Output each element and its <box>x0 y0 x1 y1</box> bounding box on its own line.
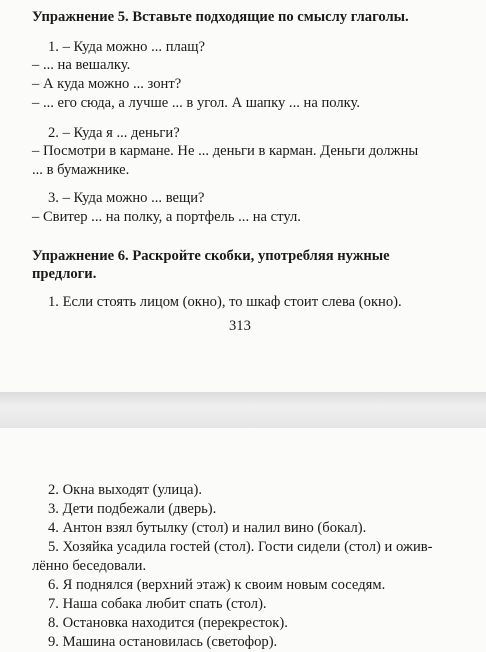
exercise-5-line: 1. – Куда можно ... плащ? <box>48 39 205 55</box>
exercise-5-line: 3. – Куда можно ... вещи? <box>48 190 205 206</box>
exercise-5-line: – ... его сюда, а лучше ... в угол. А шапку ... на полку. <box>32 95 361 111</box>
book-page-bottom <box>0 428 486 652</box>
exercise-6-item: 7. Наша собака любит спать (стол). <box>48 596 267 612</box>
exercise-5-line: – ... на вешалку. <box>32 57 131 73</box>
exercise-6-item: 8. Остановка находится (перекресток). <box>48 615 288 631</box>
exercise-6-item: 3. Дети подбежали (дверь). <box>48 501 217 517</box>
exercise-6-item: 1. Если стоять лицом (окно), то шкаф стоит слева (окно). <box>48 294 402 310</box>
page-number: 313 <box>229 318 251 334</box>
exercise-6-item: 6. Я поднялся (верхний этаж) к своим новым соседям. <box>48 577 386 593</box>
exercise-6-item: 5. Хозяйка усадила гостей (стол). Гости сидели (стол) и ожив- <box>48 539 433 555</box>
exercise-6-item-continued: лённо беседовали. <box>32 558 147 574</box>
exercise-6-item: 9. Машина остановилась (светофор). <box>48 634 278 650</box>
exercise-5-line: – А куда можно ... зонт? <box>32 76 182 92</box>
exercise-6-title-continued: предлоги. <box>32 266 97 282</box>
page-break-gap <box>0 392 486 428</box>
exercise-5-title: Упражнение 5. Вставьте подходящие по смыслу глаголы. <box>32 9 409 25</box>
exercise-5-line: – Свитер ... на полку, а портфель ... на стул. <box>32 209 301 225</box>
exercise-6-item: 2. Окна выходят (улица). <box>48 482 203 498</box>
exercise-5-line: ... в бумажнике. <box>32 162 130 178</box>
exercise-6-title: Упражнение 6. Раскройте скобки, употребляя нужные <box>32 248 390 264</box>
exercise-5-line: – Посмотри в кармане. Не ... деньги в карман. Деньги должны <box>32 143 419 159</box>
exercise-6-item: 4. Антон взял бутылку (стол) и налил вино (бокал). <box>48 520 367 536</box>
exercise-5-line: 2. – Куда я ... деньги? <box>48 125 180 141</box>
